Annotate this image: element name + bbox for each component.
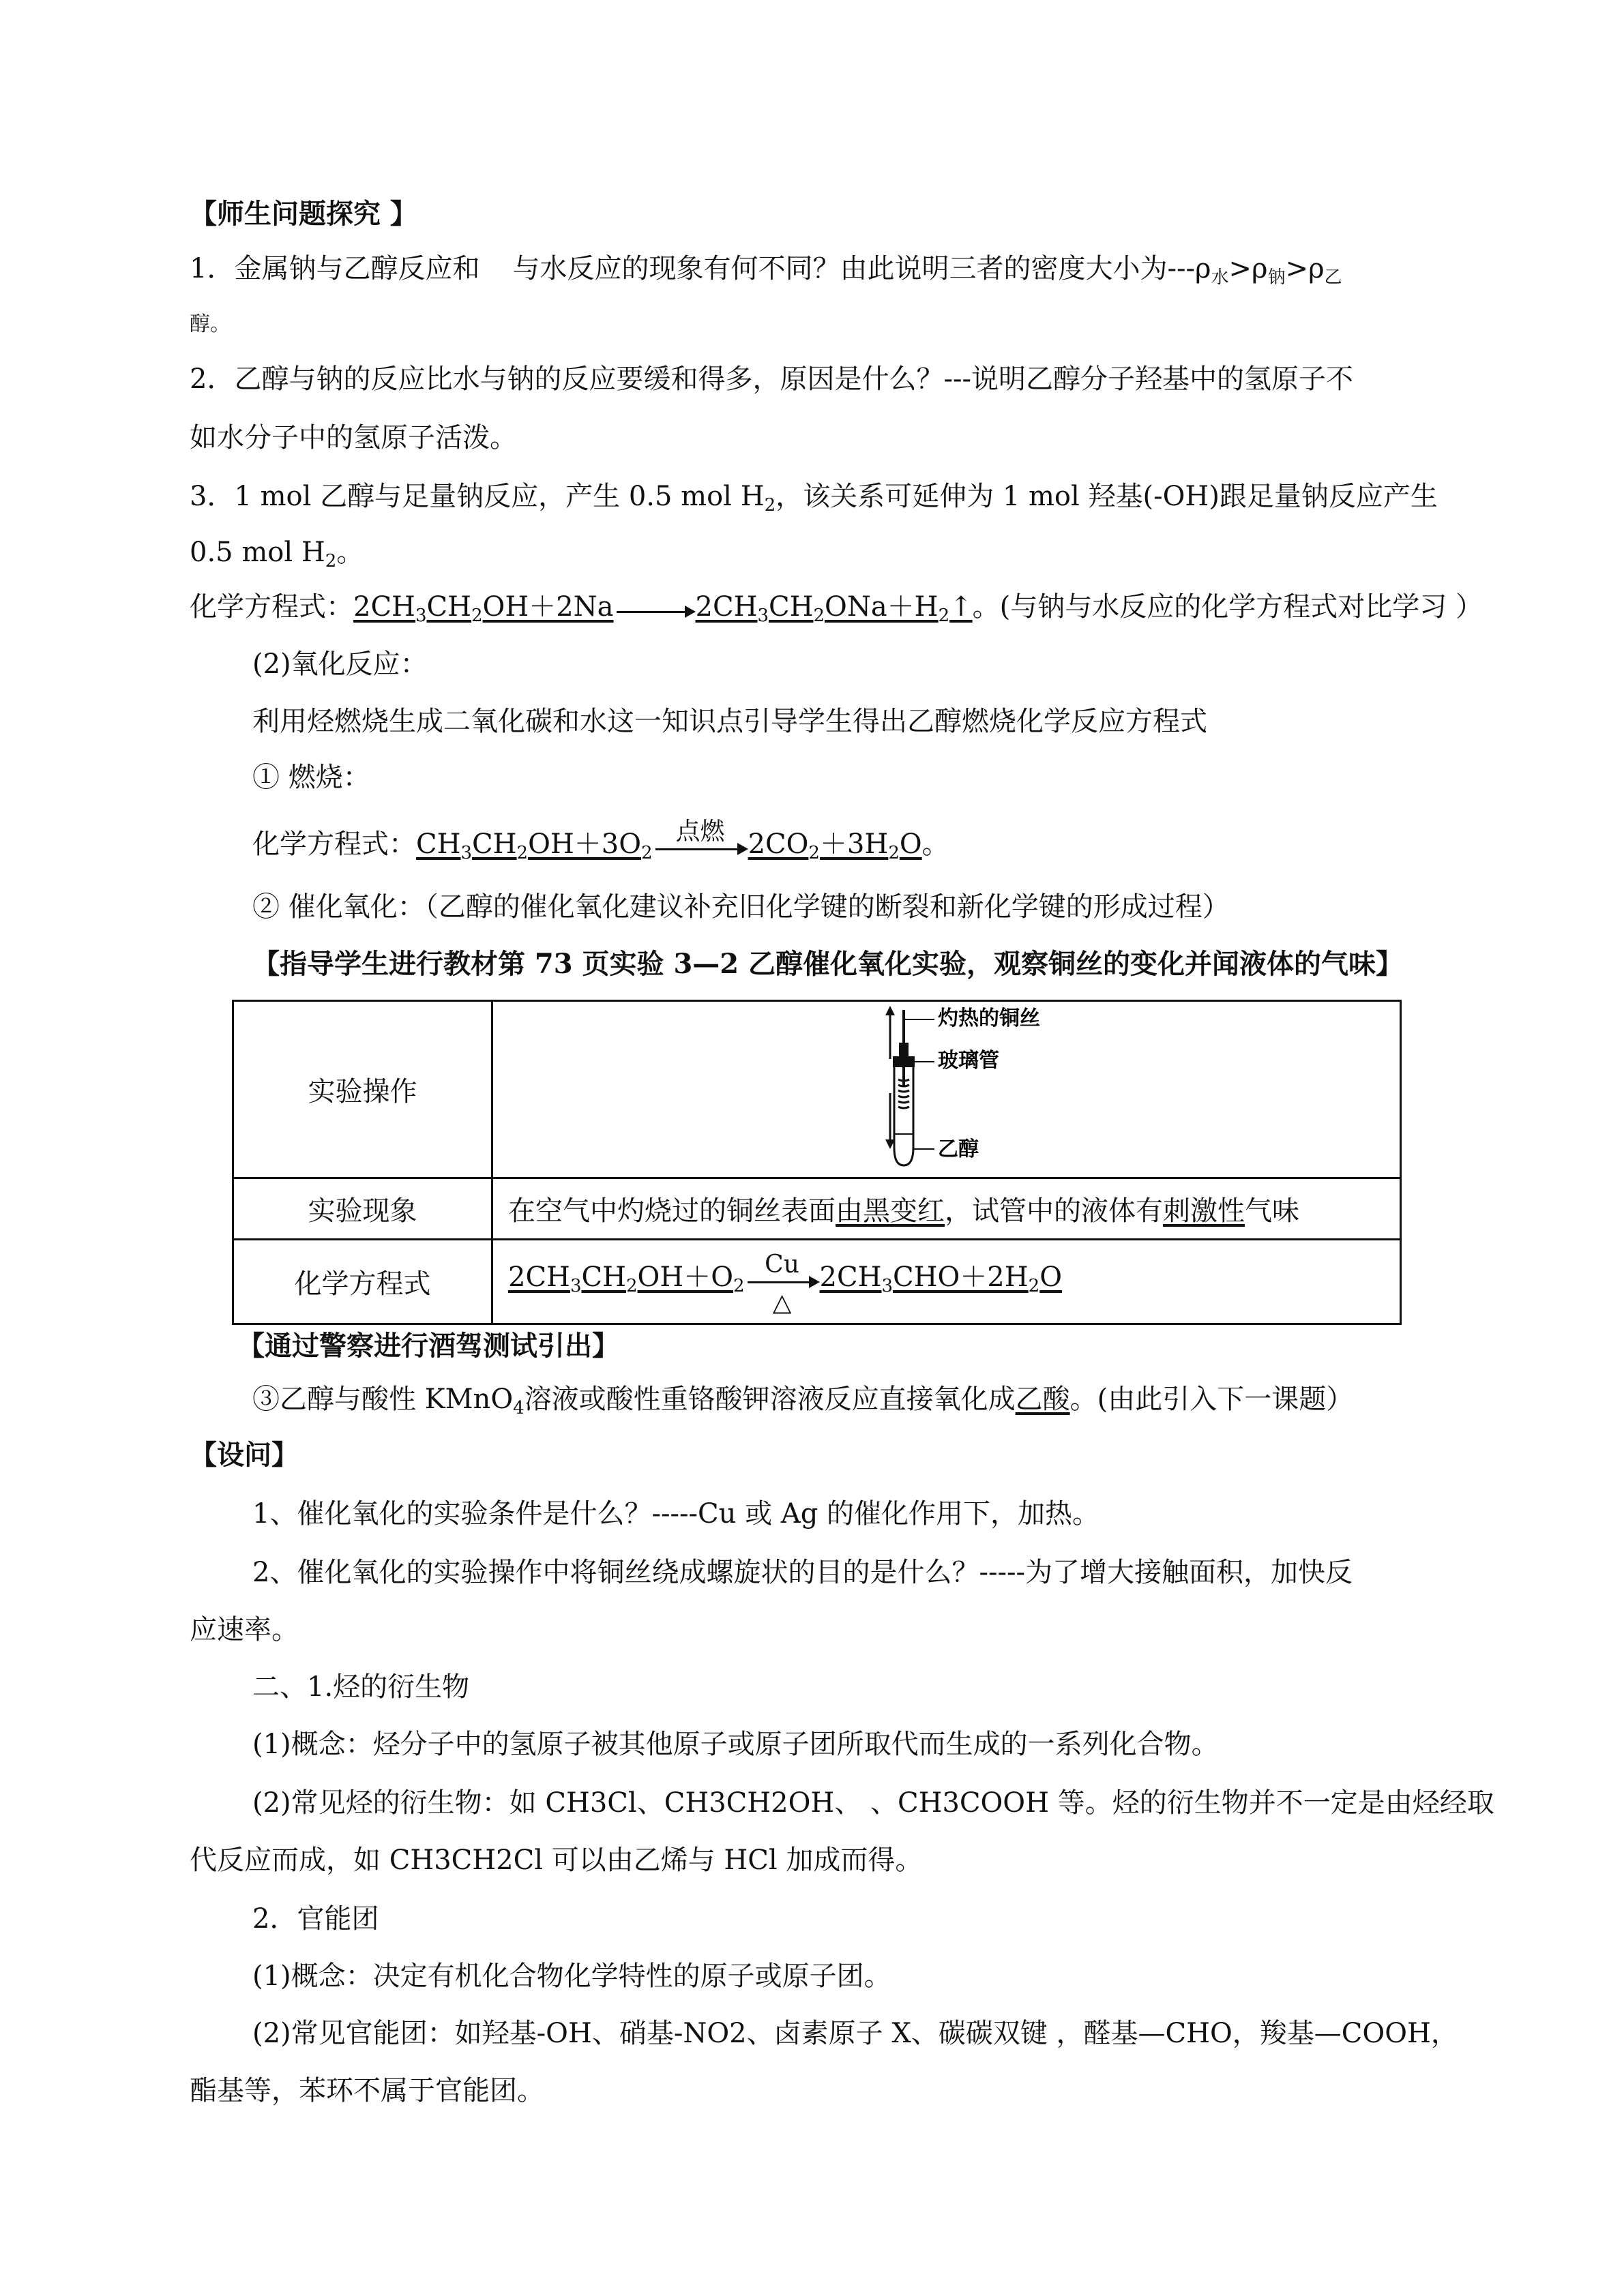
oxidation-kmno4: ③乙醇与酸性 KMnO$_4$溶液或酸性重铬酸钾溶液反应直接氧化成乙酸。(由此引入下一课题） (252, 1384, 1354, 1418)
derivative-examples-cont: 代反应而成，如 CH3CH2Cl 可以由乙烯与 HCl 加成而得。 (190, 1845, 923, 1876)
functional-group-heading: 2．官能团 (252, 1903, 379, 1935)
equation-combustion-formula: $CH_3CH_2OH+3O_2$ 点燃 $2CO_2+3H_2O$ (416, 818, 922, 863)
reaction-arrow: Cu △ (745, 1258, 820, 1296)
table-cell-label: 实验现象 (233, 1178, 492, 1240)
glass-tube-top (899, 1043, 909, 1056)
question-2: 2．乙醇与钠的反应比水与钠的反应要缓和得多，原因是什么？---说明乙醇分子羟基中的氢原子不 (190, 363, 1353, 395)
equation-combustion: 化学方程式：$CH_3CH_2OH+3O_2$ 点燃 $2CO_2+3H_2O$。 (252, 818, 949, 863)
derivative-concept: (1)概念：烃分子中的氢原子被其他原子或原子团所取代而生成的一系列化合物。 (252, 1729, 1219, 1760)
reaction-arrow: 点燃 (653, 825, 748, 863)
label-glass-tube: 玻璃管 (938, 1049, 999, 1072)
catalytic-oxidation-heading: ② 催化氧化：（乙醇的催化氧化建议补充旧化学键的断裂和新化学键的形成过程） (252, 891, 1230, 923)
equation-sodium-formula: $2CH_3CH_2OH+2Na$ $2CH_3CH_2ONa+H_2↑$ (353, 591, 973, 623)
ask-1: 1、催化氧化的实验条件是什么？-----Cu 或 Ag 的催化作用下，加热。 (252, 1498, 1100, 1530)
table-cell-label: 实验操作 (233, 1001, 492, 1178)
table-cell-equation (492, 1240, 1401, 1324)
label-ethanol: 乙醇 (938, 1137, 979, 1161)
question-1-cont: 醇。 (190, 312, 231, 336)
table-row (233, 1178, 1401, 1240)
oxidation-heading: (2)氧化反应： (252, 648, 428, 680)
label-copper-wire: 灼热的铜丝 (938, 1007, 1040, 1030)
police-intro: 【通过警察进行酒驾测试引出】 (237, 1330, 619, 1362)
question-3-cont: 0.5 mol $H_2$。 (190, 537, 364, 571)
ask-heading: 【设问】 (190, 1439, 299, 1471)
equation-catalytic-formula: $2CH_3CH_2OH+O_2$ Cu △ $2CH_3CHO+2H_2O$ (508, 1251, 1062, 1317)
reaction-arrow (614, 588, 696, 626)
experiment-table (232, 1000, 1402, 1325)
question-1: 1．金属钠与乙醇反应和 与水反应的现象有何不同？由此说明三者的密度大小为$---\rho_水>\rho_钠>\rho_乙$ (190, 253, 1342, 288)
table-cell-diagram (492, 1001, 1401, 1178)
functional-group-concept: (1)概念：决定有机化合物化学特性的原子或原子团。 (252, 1960, 891, 1992)
test-tube-diagram (863, 1004, 1108, 1175)
table-cell-label: 化学方程式 (233, 1240, 492, 1324)
derivative-heading: 二、1.烃的衍生物 (252, 1671, 470, 1703)
up-arrow-head (885, 1006, 895, 1015)
table-row (233, 1240, 1401, 1324)
functional-group-examples-cont: 酯基等，苯环不属于官能团。 (190, 2075, 544, 2106)
section-heading: 【师生问题探究 】 (190, 198, 417, 230)
question-2-cont: 如水分子中的氢原子活泼。 (190, 422, 517, 453)
experiment-guide: 【指导学生进行教材第 73 页实验 3—2 乙醇催化氧化实验，观察铜丝的变化并闻液体的气味】 (252, 948, 1404, 980)
question-3: 3．1 mol 乙醇与足量钠反应，产生 0.5 mol $H_2$，该关系可延伸为 1 mol 羟基(-OH)跟足量钠反应产生 (190, 481, 1438, 516)
combustion-heading: ① 燃烧： (252, 762, 370, 793)
ask-2-cont: 应速率。 (190, 1614, 299, 1645)
functional-group-examples: (2)常见官能团：如羟基-OH、硝基-NO2、卤素原子 X、碳碳双键 ，醛基—CHO，羧基—COOH， (252, 2018, 1458, 2049)
derivative-examples: (2)常见烃的衍生物：如 CH3Cl、CH3CH2OH、 、CH3COOH 等。烃的衍生物并不一定是由烃经取 (252, 1787, 1494, 1819)
table-row (233, 1001, 1401, 1178)
stopper (893, 1056, 915, 1067)
ask-2: 2、催化氧化的实验操作中将铜丝绕成螺旋状的目的是什么？-----为了增大接触面积，加快反 (252, 1557, 1353, 1588)
equation-sodium: 化学方程式：$2CH_3CH_2OH+2Na$ $2CH_3CH_2ONa+H_2↑$。(与钠与水反应的化学方程式对比学习 ） (190, 588, 1483, 635)
table-cell-phenomenon: 在空气中灼烧过的铜丝表面由黑变红，试管中的液体有刺激性气味 (492, 1178, 1401, 1240)
oxidation-intro: 利用烃燃烧生成二氧化碳和水这一知识点引导学生得出乙醇燃烧化学反应方程式 (252, 706, 1207, 737)
